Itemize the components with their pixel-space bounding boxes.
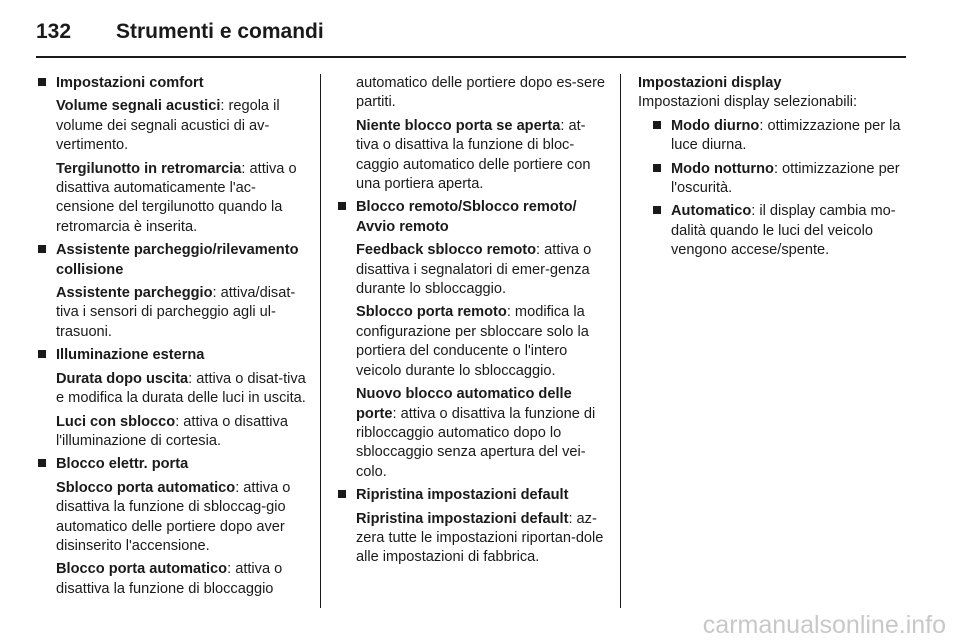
- square-bullet-icon: [653, 164, 661, 172]
- item-title: Blocco remoto/Sblocco remoto/ Avvio remoto: [356, 199, 577, 235]
- list-item: [338, 486, 606, 568]
- setting-term: Modo notturno: [671, 160, 774, 177]
- setting-term: Nuovo blocco automatico delle porte: [356, 386, 572, 422]
- setting-description: [56, 560, 306, 599]
- setting-description: [56, 479, 306, 557]
- list-item: [653, 202, 906, 260]
- square-bullet-icon: [38, 350, 46, 358]
- list-item: [338, 198, 606, 482]
- setting-description: [356, 241, 606, 299]
- setting-text: : attiva o disattiva la funzione di sbloccag-gio automatico delle portiere dopo aver disinserito l'accensione.: [56, 479, 291, 554]
- page-title: Strumenti e comandi: [116, 20, 324, 43]
- setting-text: : attiva o disattiva i segnalatori di emer-genza durante lo sbloccaggio.: [356, 242, 592, 298]
- continued-text: automatico delle portiere dopo es-sere partiti.: [356, 75, 606, 111]
- setting-term: Feedback sblocco remoto: [356, 242, 537, 259]
- list-item: [653, 160, 906, 199]
- item-title: Assistente parcheggio/rilevamento collisione: [56, 242, 299, 278]
- setting-term: Niente blocco porta se aperta: [356, 117, 561, 134]
- square-bullet-icon: [38, 245, 46, 253]
- setting-description: [356, 510, 606, 568]
- setting-description: [356, 303, 606, 381]
- setting-term: Luci con sblocco: [56, 413, 176, 430]
- setting-text: : regola il volume dei segnali acustici di av-vertimento.: [56, 98, 280, 154]
- setting-description: [56, 370, 306, 409]
- square-bullet-icon: [338, 202, 346, 210]
- setting-term: Blocco porta automatico: [56, 561, 228, 578]
- column-2: [338, 74, 606, 572]
- page-header: [36, 14, 324, 50]
- setting-description: [56, 97, 306, 155]
- setting-term: Tergilunotto in retromarcia: [56, 160, 242, 177]
- section-intro: Impostazioni display selezionabili:: [638, 94, 858, 111]
- list-item: [38, 455, 306, 599]
- item-title: Illuminazione esterna: [56, 347, 205, 364]
- setting-term: Automatico: [671, 203, 752, 220]
- setting-text: : az-zera tutte le impostazioni riportan-dole alle impostazioni di fabbrica.: [356, 510, 604, 566]
- setting-description: [356, 385, 606, 482]
- item-title: Ripristina impostazioni default: [356, 487, 569, 504]
- setting-text: : attiva o disattiva automaticamente l'ac-censione del tergilunotto quando la retromarcia è inserita.: [56, 160, 297, 235]
- setting-term: Ripristina impostazioni default: [356, 510, 569, 527]
- setting-text: : ottimizzazione per l'oscurità.: [671, 160, 900, 197]
- setting-text: : attiva o disat-tiva e modifica la durata delle luci in uscita.: [56, 370, 306, 407]
- setting-text: : il display cambia mo-dalità quando le luci del veicolo vengono accese/spente.: [671, 203, 896, 259]
- square-bullet-icon: [38, 459, 46, 467]
- section-title: Impostazioni display: [638, 75, 782, 91]
- setting-term: Sblocco porta automatico: [56, 479, 236, 496]
- setting-text: : at-tiva o disattiva la funzione di bloc-caggio automatico delle portiere con una portiera aperta.: [356, 117, 591, 193]
- square-bullet-icon: [338, 490, 346, 498]
- setting-text: : attiva/disat-tiva i sensori di parcheggio agli ul-trasuoni.: [56, 285, 296, 340]
- column-divider: [620, 74, 621, 608]
- setting-term: Assistente parcheggio: [56, 285, 213, 302]
- setting-text: : ottimizzazione per la luce diurna.: [671, 117, 901, 154]
- page-number: 132: [36, 20, 72, 43]
- setting-description: [356, 117, 606, 195]
- list-item: [38, 346, 306, 451]
- header-rule: [36, 56, 906, 58]
- square-bullet-icon: [38, 78, 46, 86]
- list-item: [38, 241, 306, 342]
- item-title: Impostazioni comfort: [56, 75, 204, 91]
- watermark: carmanualsonline.info: [702, 611, 946, 639]
- setting-term: Sblocco porta remoto: [356, 304, 507, 321]
- setting-description: [56, 284, 306, 342]
- column-3: [638, 74, 906, 265]
- list-item: [653, 117, 906, 156]
- column-divider: [320, 74, 321, 608]
- setting-text: : attiva o disattiva la funzione di ribloccaggio automatico dopo lo sbloccaggio senza apertura del vei-colo.: [356, 405, 596, 480]
- setting-term: Durata dopo uscita: [56, 370, 189, 387]
- square-bullet-icon: [653, 206, 661, 214]
- item-title: Blocco elettr. porta: [56, 456, 189, 473]
- setting-text: : attiva o disattiva la funzione di bloccaggio: [56, 561, 283, 597]
- column-1: [38, 74, 306, 603]
- setting-text: : modifica la configurazione per sbloccare solo la portiera del conducente o l'intero veicolo durante lo sbloccaggio.: [356, 304, 589, 379]
- setting-text: : attiva o disattiva l'illuminazione di cortesia.: [56, 413, 288, 449]
- setting-description: [56, 160, 306, 238]
- setting-description: [56, 413, 306, 452]
- list-item: [38, 74, 306, 237]
- setting-term: Modo diurno: [671, 117, 760, 134]
- square-bullet-icon: [653, 121, 661, 129]
- setting-term: Volume segnali acustici: [56, 98, 221, 115]
